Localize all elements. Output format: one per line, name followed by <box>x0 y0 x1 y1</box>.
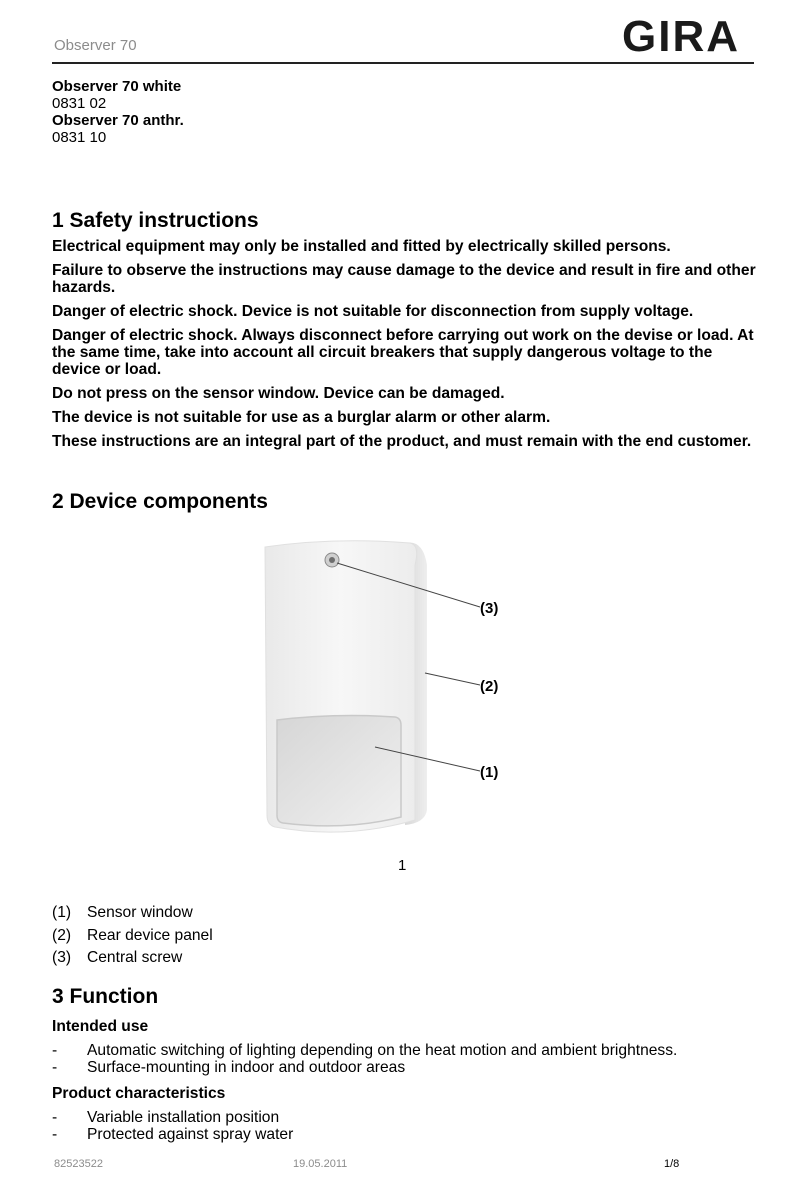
safety-item: The device is not suitable for use as a burglar alarm or other alarm. <box>52 409 551 426</box>
list-dash: - <box>52 1109 58 1126</box>
list-item <box>52 1042 677 1059</box>
characteristics-list <box>52 1109 293 1143</box>
callout-label-1: (1) <box>480 764 499 781</box>
central-screw-icon <box>325 553 339 567</box>
footer-doc-number: 82523522 <box>54 1158 103 1170</box>
sensor-window <box>277 716 401 826</box>
section-heading-components: 2 Device components <box>52 490 268 513</box>
safety-item: Do not press on the sensor window. Device can be damaged. <box>52 385 505 402</box>
list-text: Surface-mounting in indoor and outdoor areas <box>87 1059 406 1076</box>
list-item <box>52 1126 293 1143</box>
list-text: Automatic switching of lighting depending on the heat motion and ambient brightness. <box>87 1042 678 1059</box>
product-code-white: 0831 02 <box>52 95 107 112</box>
safety-item: Failure to observe the instructions may cause damage to the device and result in fire and other hazards. <box>52 262 756 296</box>
safety-item: Danger of electric shock. Device is not suitable for disconnection from supply voltage. <box>52 303 694 320</box>
list-item <box>52 1059 677 1076</box>
product-info <box>52 78 184 146</box>
brand-logo: GIRA <box>622 12 740 61</box>
header-rule <box>52 62 754 64</box>
callout-label-3: (3) <box>480 600 499 617</box>
subheading-product-characteristics: Product characteristics <box>52 1085 226 1102</box>
intended-use-list <box>52 1042 677 1076</box>
figure-label: 1 <box>398 857 407 874</box>
product-code-anthr: 0831 10 <box>52 129 107 146</box>
safety-item: Danger of electric shock. Always disconnect before carrying out work on the devise or load. At the same time, take into account all circuit breakers that supply dangerous voltage to the device or load. <box>52 327 754 378</box>
safety-instructions <box>52 238 757 457</box>
product-name-white: Observer 70 white <box>52 78 182 95</box>
component-label: Central screw <box>87 949 183 966</box>
component-number: (3) <box>52 949 72 966</box>
list-text: Variable installation position <box>87 1109 280 1126</box>
section-heading-function: 3 Function <box>52 985 159 1008</box>
components-list <box>52 902 213 970</box>
list-dash: - <box>52 1042 58 1059</box>
component-number: (2) <box>52 926 72 944</box>
component-label: Rear device panel <box>87 926 213 944</box>
list-item <box>52 902 213 925</box>
list-item <box>52 1109 293 1126</box>
header-title: Observer 70 <box>54 37 137 54</box>
safety-item: These instructions are an integral part of the product, and must remain with the end customer. <box>52 433 752 450</box>
component-label: Sensor window <box>87 904 193 921</box>
list-dash: - <box>52 1059 58 1076</box>
callout-label-2: (2) <box>480 678 499 695</box>
product-name-anthr: Observer 70 anthr. <box>52 112 184 129</box>
section-heading-safety: 1 Safety instructions <box>52 209 259 232</box>
device-figure <box>255 535 545 855</box>
list-dash: - <box>52 1126 58 1143</box>
component-number: (1) <box>52 904 72 921</box>
safety-item: Electrical equipment may only be installed and fitted by electrically skilled persons. <box>52 238 671 255</box>
callout-line-2 <box>425 673 480 685</box>
list-item <box>52 925 213 948</box>
list-item <box>52 947 213 970</box>
footer-date: 19.05.2011 <box>293 1158 348 1170</box>
footer-page-number: 1/8 <box>664 1158 680 1170</box>
subheading-intended-use: Intended use <box>52 1018 149 1035</box>
list-text: Protected against spray water <box>87 1126 294 1143</box>
